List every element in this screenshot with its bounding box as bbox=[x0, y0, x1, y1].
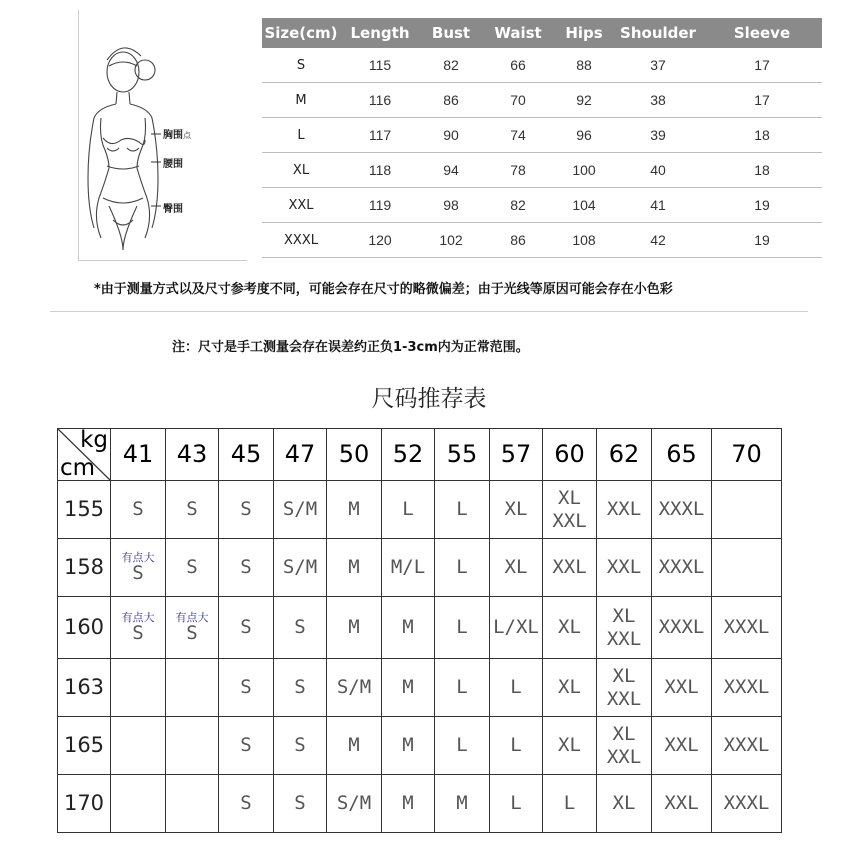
size-recommendation-cell bbox=[712, 539, 782, 597]
measurement-cell: 42 bbox=[614, 223, 702, 258]
size-value: XXXL bbox=[723, 734, 770, 756]
size-value: XXL bbox=[606, 745, 642, 768]
size-value: S bbox=[294, 616, 306, 638]
size-value: M bbox=[402, 616, 414, 638]
measurement-cell: 70 bbox=[482, 83, 554, 118]
size-value: XL bbox=[504, 556, 528, 578]
size-value: XXL bbox=[664, 792, 699, 814]
height-row bbox=[58, 597, 782, 659]
size-value: S bbox=[294, 734, 306, 756]
size-recommendation-cell bbox=[166, 597, 219, 659]
size-recommendation-cell bbox=[111, 597, 166, 659]
size-value: XXXL bbox=[723, 616, 770, 638]
measurement-cell: 66 bbox=[482, 48, 554, 83]
size-label-cell: XL bbox=[262, 153, 340, 188]
size-recommendation-cell bbox=[166, 717, 219, 775]
weight-unit-label: kg bbox=[80, 427, 108, 453]
size-recommendation-cell bbox=[111, 481, 166, 539]
size-recommendation-cell bbox=[543, 597, 597, 659]
measurement-cell: 19 bbox=[702, 188, 822, 223]
measurement-cell: 115 bbox=[340, 48, 420, 83]
size-recommendation-cell bbox=[597, 539, 652, 597]
size-recommendation-cell bbox=[490, 597, 543, 659]
size-value: XXL bbox=[552, 509, 587, 532]
measurement-cell: 18 bbox=[702, 118, 822, 153]
size-value: M bbox=[348, 556, 360, 578]
size-value: S bbox=[240, 616, 252, 638]
size-chart-row bbox=[262, 118, 822, 153]
size-value: M bbox=[348, 734, 360, 756]
height-header-cell: 158 bbox=[58, 539, 111, 597]
size-recommendation-cell bbox=[712, 597, 782, 659]
size-value: L bbox=[402, 498, 414, 520]
weight-header-cell: 47 bbox=[274, 429, 327, 481]
weight-header-cell: 70 bbox=[712, 429, 782, 481]
size-chart-row bbox=[262, 223, 822, 258]
measurement-cell: 19 bbox=[702, 223, 822, 258]
too-large-note: 有点大 bbox=[121, 610, 155, 624]
size-recommendation-cell bbox=[166, 481, 219, 539]
size-recommendation-cell bbox=[327, 717, 382, 775]
size-recommendation-cell bbox=[219, 775, 274, 833]
size-recommendation-table bbox=[57, 428, 782, 833]
size-recommendation-cell bbox=[274, 717, 327, 775]
too-large-note: 有点大 bbox=[175, 610, 209, 624]
size-value: XL bbox=[612, 604, 636, 627]
size-value: L bbox=[456, 676, 468, 698]
size-recommendation-cell bbox=[652, 597, 712, 659]
size-value: XXXL bbox=[658, 498, 705, 520]
measurement-cell: 39 bbox=[614, 118, 702, 153]
size-value: L/XL bbox=[493, 616, 539, 638]
corner-cell bbox=[58, 429, 111, 481]
size-recommendation-cell bbox=[219, 539, 274, 597]
size-recommendation-cell bbox=[274, 539, 327, 597]
size-value: L bbox=[456, 734, 468, 756]
measurement-cell: 90 bbox=[420, 118, 482, 153]
size-value: S bbox=[132, 561, 144, 584]
weight-header-cell: 52 bbox=[382, 429, 435, 481]
size-value: XL bbox=[558, 734, 581, 756]
measurement-cell: 120 bbox=[340, 223, 420, 258]
size-recommendation-cell bbox=[435, 717, 490, 775]
waist-label: 腰围 bbox=[163, 159, 183, 170]
weight-header-row bbox=[58, 429, 782, 481]
size-recommendation-cell bbox=[652, 659, 712, 717]
measurement-disclaimer: *由于测量方式以及尺寸参考度不同，可能会存在尺寸的略微偏差；由于光线等原因可能会存在小色彩 bbox=[94, 282, 673, 297]
weight-header-cell: 55 bbox=[435, 429, 490, 481]
size-recommendation-cell bbox=[382, 659, 435, 717]
size-label-cell: L bbox=[262, 118, 340, 153]
size-value: S bbox=[186, 556, 198, 578]
size-recommendation-cell bbox=[327, 659, 382, 717]
size-recommendation-cell bbox=[219, 717, 274, 775]
size-recommendation-cell bbox=[166, 659, 219, 717]
size-recommendation-cell bbox=[712, 481, 782, 539]
weight-header-cell: 57 bbox=[490, 429, 543, 481]
size-recommendation-cell bbox=[597, 775, 652, 833]
size-recommendation-cell bbox=[327, 597, 382, 659]
height-header-cell: 155 bbox=[58, 481, 111, 539]
size-recommendation-cell bbox=[652, 481, 712, 539]
size-recommendation-cell bbox=[111, 539, 166, 597]
size-value: L bbox=[563, 792, 576, 814]
size-value: XL bbox=[558, 676, 581, 698]
size-value: XXL bbox=[664, 734, 699, 756]
size-value: XL bbox=[558, 616, 581, 638]
size-recommendation-cell bbox=[219, 659, 274, 717]
tolerance-note: 注：尺寸是手工测量会存在误差约正负1-3cm内为正常范围。 bbox=[172, 340, 529, 355]
measurement-cell: 96 bbox=[554, 118, 614, 153]
size-recommendation-cell bbox=[435, 775, 490, 833]
size-recommendation-cell bbox=[652, 775, 712, 833]
height-header-cell: 163 bbox=[58, 659, 111, 717]
size-recommendation-cell bbox=[490, 659, 543, 717]
size-recommendation-cell bbox=[543, 775, 597, 833]
size-value: S bbox=[294, 676, 306, 698]
header-size: Size(cm) bbox=[262, 18, 340, 48]
size-chart-row bbox=[262, 188, 822, 223]
height-header-cell: 160 bbox=[58, 597, 111, 659]
size-value: S bbox=[240, 556, 252, 578]
size-recommendation-cell bbox=[327, 539, 382, 597]
size-recommendation-cell bbox=[382, 481, 435, 539]
size-value: S bbox=[240, 734, 252, 756]
size-value: XXL bbox=[664, 676, 699, 698]
measurement-cell: 37 bbox=[614, 48, 702, 83]
measurement-cell: 92 bbox=[554, 83, 614, 118]
size-recommendation-cell bbox=[382, 717, 435, 775]
weight-header-cell: 62 bbox=[597, 429, 652, 481]
size-recommendation-cell bbox=[712, 659, 782, 717]
weight-header-cell: 50 bbox=[327, 429, 382, 481]
size-label-cell: M bbox=[262, 83, 340, 118]
size-value: S bbox=[240, 676, 252, 698]
weight-header-cell: 60 bbox=[543, 429, 597, 481]
size-value: XXL bbox=[606, 687, 642, 710]
size-label-cell: XXXL bbox=[262, 223, 340, 258]
measurement-cell: 94 bbox=[420, 153, 482, 188]
size-label-cell: S bbox=[262, 48, 340, 83]
measurement-cell: 40 bbox=[614, 153, 702, 188]
size-recommendation-cell bbox=[166, 539, 219, 597]
size-value: M bbox=[348, 616, 360, 638]
size-recommendation-cell bbox=[597, 481, 652, 539]
size-value: S bbox=[294, 792, 306, 814]
size-value: XXL bbox=[606, 556, 642, 578]
size-value: M bbox=[348, 498, 360, 520]
size-recommendation-cell bbox=[652, 717, 712, 775]
size-recommendation-cell bbox=[490, 539, 543, 597]
size-value: L bbox=[456, 556, 468, 578]
size-value: M bbox=[456, 792, 468, 814]
measurement-cell: 117 bbox=[340, 118, 420, 153]
size-value: XL bbox=[558, 486, 581, 509]
size-chart-row bbox=[262, 83, 822, 118]
size-recommendation-cell bbox=[712, 775, 782, 833]
bust-label: 胸围点 bbox=[163, 130, 191, 141]
height-row bbox=[58, 659, 782, 717]
size-recommendation-cell bbox=[274, 481, 327, 539]
size-recommendation-cell bbox=[597, 717, 652, 775]
measurement-cell: 86 bbox=[482, 223, 554, 258]
size-recommendation-cell bbox=[274, 659, 327, 717]
measurement-cell: 82 bbox=[420, 48, 482, 83]
height-row bbox=[58, 539, 782, 597]
size-recommendation-cell bbox=[435, 659, 490, 717]
measurement-cell: 116 bbox=[340, 83, 420, 118]
recommendation-title: 尺码推荐表 bbox=[371, 386, 487, 412]
too-large-note: 有点大 bbox=[121, 550, 155, 564]
size-recommendation-cell bbox=[327, 775, 382, 833]
size-value: XL bbox=[612, 722, 636, 745]
size-value: S/M bbox=[336, 676, 372, 698]
size-recommendation-cell bbox=[111, 717, 166, 775]
size-recommendation-cell bbox=[219, 481, 274, 539]
size-recommendation-cell bbox=[652, 539, 712, 597]
size-value: XXXL bbox=[723, 792, 770, 814]
size-value: XXL bbox=[606, 498, 642, 520]
measurement-cell: 78 bbox=[482, 153, 554, 188]
size-value: M bbox=[402, 676, 414, 698]
size-value: S bbox=[132, 621, 144, 644]
height-unit-label: cm bbox=[60, 455, 96, 481]
size-recommendation-cell bbox=[327, 481, 382, 539]
measurement-cell: 119 bbox=[340, 188, 420, 223]
size-value: L bbox=[510, 676, 522, 698]
size-value: XXXL bbox=[723, 676, 770, 698]
size-recommendation-cell bbox=[111, 659, 166, 717]
size-chart-row bbox=[262, 153, 822, 188]
measurement-cell: 74 bbox=[482, 118, 554, 153]
size-value: S bbox=[240, 792, 252, 814]
measurement-cell: 100 bbox=[554, 153, 614, 188]
size-recommendation-cell bbox=[382, 775, 435, 833]
measurement-cell: 86 bbox=[420, 83, 482, 118]
size-recommendation-cell bbox=[490, 481, 543, 539]
size-recommendation-cell bbox=[219, 597, 274, 659]
size-recommendation-cell bbox=[166, 775, 219, 833]
measurement-cell: 18 bbox=[702, 153, 822, 188]
size-value: M bbox=[402, 734, 414, 756]
height-header-cell: 165 bbox=[58, 717, 111, 775]
size-recommendation-cell bbox=[435, 481, 490, 539]
size-value: S bbox=[132, 498, 144, 520]
size-value: L bbox=[510, 734, 522, 756]
size-value: S/M bbox=[282, 498, 318, 520]
measurement-cell: 104 bbox=[554, 188, 614, 223]
size-recommendation-cell bbox=[597, 659, 652, 717]
measurement-cell: 118 bbox=[340, 153, 420, 188]
size-value: XL bbox=[612, 664, 636, 687]
size-chart-table bbox=[262, 18, 822, 258]
size-value: XXXL bbox=[658, 556, 705, 578]
hip-label: 臀围 bbox=[163, 204, 183, 215]
size-recommendation-cell bbox=[382, 539, 435, 597]
size-recommendation-cell bbox=[435, 597, 490, 659]
size-recommendation-cell bbox=[382, 597, 435, 659]
size-recommendation-cell bbox=[490, 717, 543, 775]
body-measurement-figure bbox=[78, 10, 247, 261]
measurement-cell: 41 bbox=[614, 188, 702, 223]
measurement-cell: 88 bbox=[554, 48, 614, 83]
size-value: XXL bbox=[552, 556, 587, 578]
size-recommendation-cell bbox=[543, 717, 597, 775]
size-recommendation-cell bbox=[435, 539, 490, 597]
size-recommendation-cell bbox=[111, 775, 166, 833]
size-value: S/M bbox=[336, 792, 372, 814]
size-value: L bbox=[510, 792, 522, 814]
size-value: M/L bbox=[390, 556, 426, 578]
size-recommendation-cell bbox=[712, 717, 782, 775]
header-bust: Bust bbox=[420, 18, 482, 48]
header-waist: Waist bbox=[482, 18, 554, 48]
size-value: XL bbox=[504, 498, 528, 520]
weight-header-cell: 41 bbox=[111, 429, 166, 481]
size-recommendation-cell bbox=[543, 659, 597, 717]
size-chart-row bbox=[262, 48, 822, 83]
size-value: S/M bbox=[282, 556, 318, 578]
weight-header-cell: 45 bbox=[219, 429, 274, 481]
size-value: XL bbox=[612, 792, 636, 814]
size-recommendation-cell bbox=[543, 481, 597, 539]
measurement-cell: 98 bbox=[420, 188, 482, 223]
height-row bbox=[58, 717, 782, 775]
measurement-cell: 17 bbox=[702, 83, 822, 118]
measurement-cell: 38 bbox=[614, 83, 702, 118]
size-value: S bbox=[186, 621, 198, 644]
size-recommendation-cell bbox=[543, 539, 597, 597]
size-value: L bbox=[456, 498, 468, 520]
measurement-cell: 102 bbox=[420, 223, 482, 258]
size-recommendation-cell bbox=[274, 775, 327, 833]
size-value: M bbox=[402, 792, 414, 814]
size-value: S bbox=[240, 498, 252, 520]
measurement-cell: 17 bbox=[702, 48, 822, 83]
size-value: S bbox=[186, 498, 198, 520]
header-shoulder: Shoulder bbox=[614, 18, 702, 48]
measurement-cell: 108 bbox=[554, 223, 614, 258]
size-label-cell: XXL bbox=[262, 188, 340, 223]
size-recommendation-cell bbox=[490, 775, 543, 833]
header-sleeve: Sleeve bbox=[702, 18, 822, 48]
weight-header-cell: 43 bbox=[166, 429, 219, 481]
size-recommendation-cell bbox=[274, 597, 327, 659]
header-hips: Hips bbox=[554, 18, 614, 48]
size-value: L bbox=[456, 616, 468, 638]
size-value: XXXL bbox=[658, 616, 705, 638]
measurement-cell: 82 bbox=[482, 188, 554, 223]
height-row bbox=[58, 775, 782, 833]
weight-header-cell: 65 bbox=[652, 429, 712, 481]
height-row bbox=[58, 481, 782, 539]
header-length: Length bbox=[340, 18, 420, 48]
height-header-cell: 170 bbox=[58, 775, 111, 833]
size-value: XXL bbox=[606, 627, 642, 650]
divider bbox=[50, 311, 808, 312]
size-recommendation-cell bbox=[597, 597, 652, 659]
size-chart-header-row bbox=[262, 18, 822, 48]
